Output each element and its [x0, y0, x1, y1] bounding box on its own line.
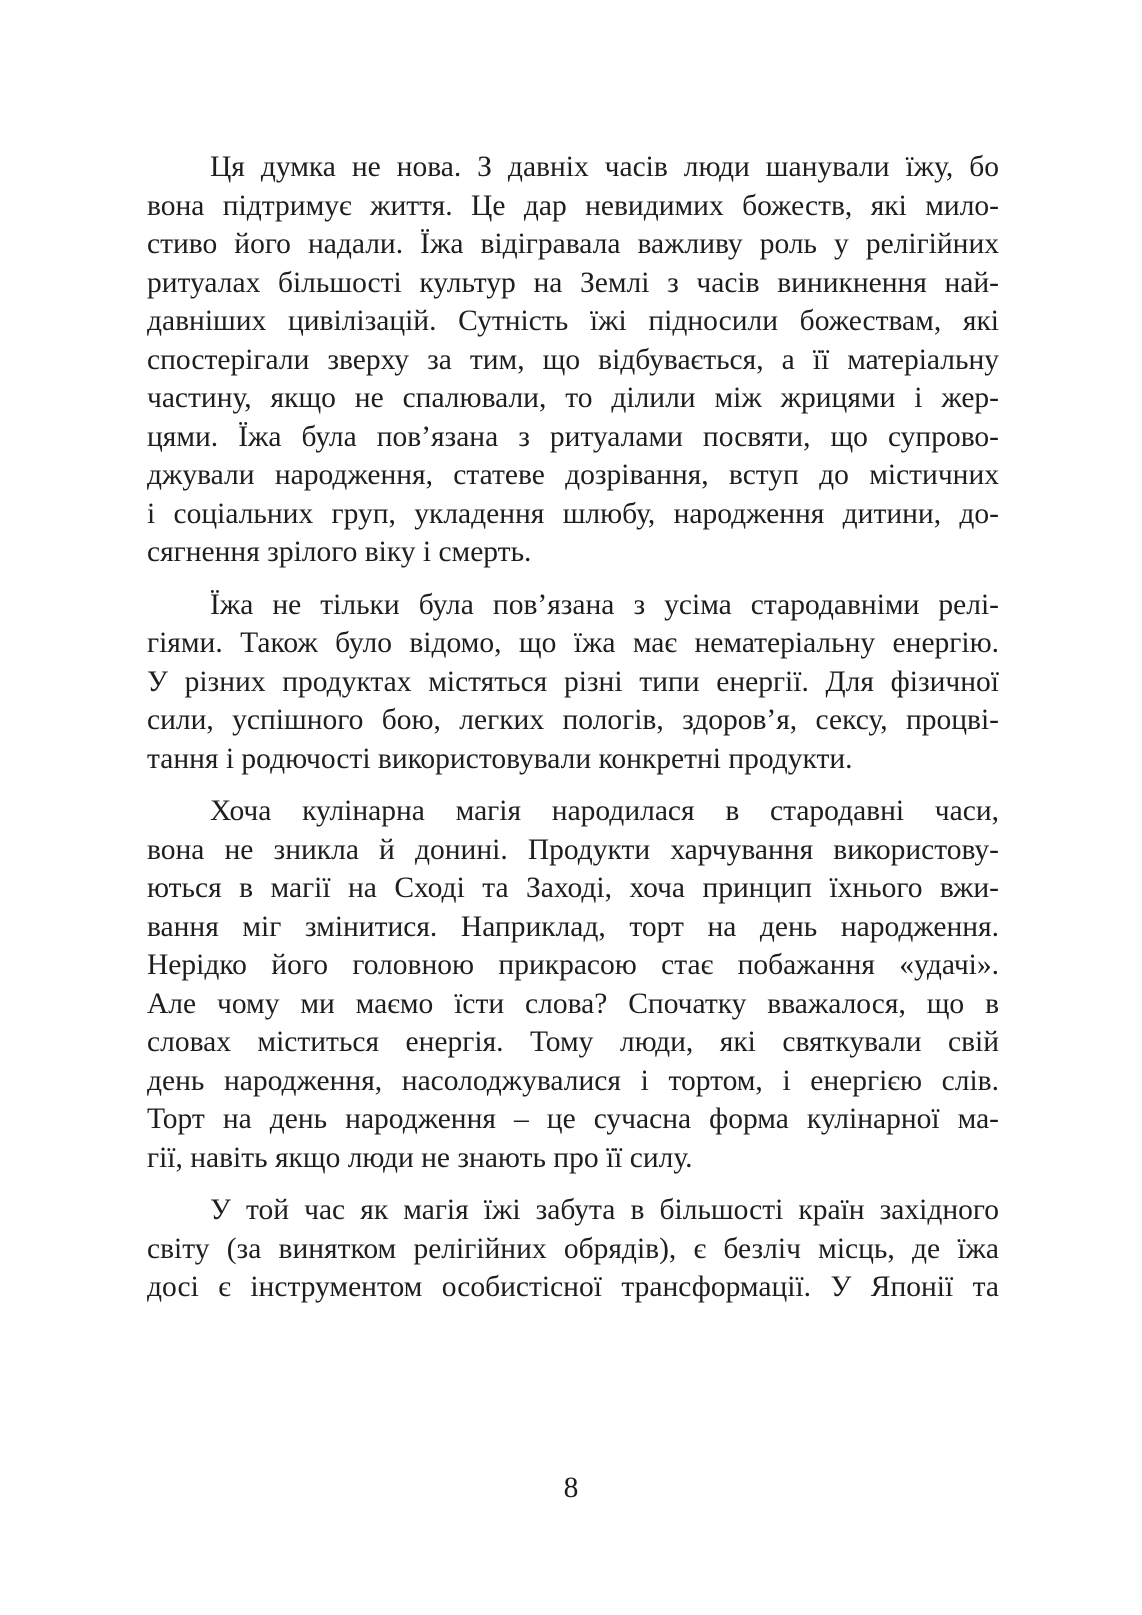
text-line: спостерігали зверху за тим, що відбувається, а її матеріальну — [147, 343, 999, 376]
text-line: сягнення зрілого віку і смерть. — [147, 536, 532, 568]
paragraph — [147, 148, 999, 572]
text-line: і соціальних груп, укладення шлюбу, народження дитини, до- — [147, 497, 999, 530]
text-line: Торт на день народження – це сучасна форма кулінарної ма- — [147, 1103, 999, 1135]
text-line: тання і родючості використовували конкретні продукти. — [147, 742, 853, 775]
text-line: У різних продуктах містяться різні типи енергії. Для фізичної — [147, 665, 999, 698]
paragraph — [147, 792, 999, 1177]
text-line: Їжа не тільки була пов’язана з усіма стародавніми релі- — [210, 588, 999, 621]
text-line: вона не зникла й донині. Продукти харчування використову- — [147, 833, 999, 866]
text-line: вона підтримує життя. Це дар невидимих божеств, які мило- — [147, 189, 999, 222]
text-line: ритуалах більшості культур на Землі з часів виникнення най- — [147, 266, 999, 299]
text-line: гіями. Також було відомо, що їжа має нематеріальну енергію. — [147, 627, 999, 659]
text-line: вання міг змінитися. Наприклад, торт на день народження. — [147, 910, 999, 943]
text-line: цями. Їжа була пов’язана з ритуалами посвяти, що супрово- — [147, 420, 999, 453]
text-line: словах міститься енергія. Тому люди, які святкували свій — [147, 1026, 999, 1058]
text-line: джували народження, статеве дозрівання, вступ до містичних — [147, 459, 999, 491]
paragraph — [147, 586, 999, 779]
body-text — [147, 148, 999, 1321]
text-line: гії, навіть якщо люди не знають про її силу. — [147, 1141, 693, 1174]
text-line: стиво його надали. Їжа відігравала важливу роль у релігійних — [147, 228, 999, 260]
text-line: частину, якщо не спалювали, то ділили між жрицями і жер- — [147, 382, 999, 414]
text-line: Ця думка не нова. З давніх часів люди шанували їжу, бо — [210, 151, 999, 183]
text-line: Нерідко його головною прикрасою стає побажання «удачі». — [147, 949, 999, 981]
text-line: Хоча кулінарна магія народилася в стародавні часи, — [210, 795, 999, 827]
page-number: 8 — [563, 1472, 579, 1504]
text-line: світу (за винятком релігійних обрядів), є безліч місць, де їжа — [147, 1232, 999, 1265]
text-line: Але чому ми маємо їсти слова? Спочатку вважалося, що в — [147, 987, 999, 1020]
text-line: сили, успішного бою, легких пологів, здоров’я, сексу, процві- — [147, 704, 999, 736]
text-line: У той час як магія їжі забута в більшості країн західного — [210, 1194, 999, 1226]
text-line: день народження, насолоджувалися і тортом, і енергією слів. — [147, 1064, 999, 1097]
paragraph — [147, 1191, 999, 1307]
text-line: досі є інструментом особистісної трансформації. У Японії та — [147, 1271, 999, 1303]
text-line: ються в магії на Сході та Заході, хоча принцип їхнього вжи- — [147, 872, 999, 904]
text-line: давніших цивілізацій. Сутність їжі підносили божествам, які — [147, 305, 999, 337]
